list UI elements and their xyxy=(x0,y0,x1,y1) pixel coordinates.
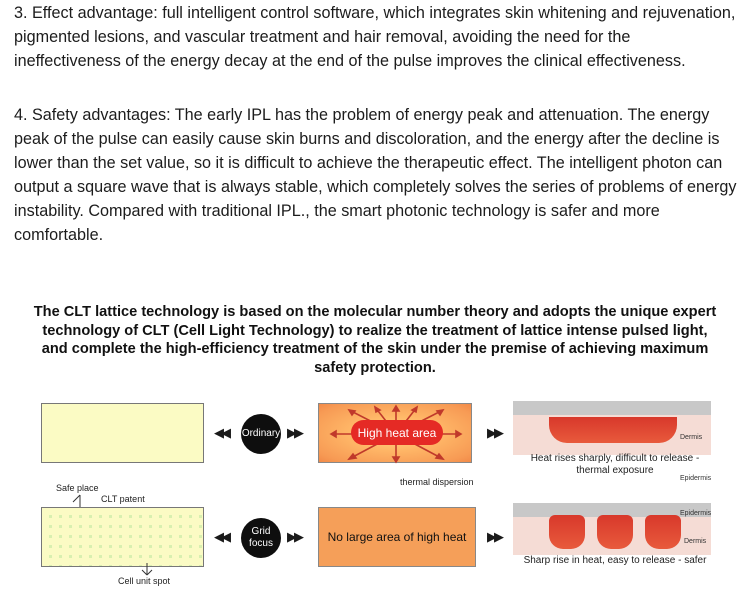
arrow-right-icon: ▶▶ xyxy=(287,426,301,441)
heat-column xyxy=(645,515,681,549)
heat-column xyxy=(549,515,585,549)
cell-unit-spot-label: Cell unit spot xyxy=(118,576,171,586)
skin-section-top xyxy=(513,401,711,455)
arrow-right-icon: ▶▶ xyxy=(487,530,501,545)
grid-focus-badge: Grid focus xyxy=(241,518,281,558)
pointer-arrow-icon xyxy=(140,563,154,577)
paragraph-effect-advantage: 3. Effect advantage: full intelligent control software, which integrates skin whitening and rejuvenation, pigmented lesions, and vascular treatment and hair removal, avoiding the need for the ineffectiveness of the energy decay at the end of the pulse improves the clinical effectiveness. xyxy=(14,4,736,70)
safe-place-label: Safe place xyxy=(56,483,99,493)
high-heat-label: High heat area xyxy=(351,420,443,445)
clt-intro-text: The CLT lattice technology is based on the molecular number theory and adopts the unique expert technology of CLT (Cell Light Technology) to realize the treatment of lattice intense pulsed light, and complete the high-efficiency treatment of the skin under the premise of achieving maximum safety protection. xyxy=(33,304,717,376)
paragraph-safety-advantages: 4. Safety advantages: The early IPL has the problem of energy peak and attenuation. The energy peak of the pulse can easily cause skin burns and discoloration, and the energy after the decline is lower than the set value, so it is difficult to achieve the therapeutic effect. The intelligent photon can output a square wave that is always stable, which completely solves the series of problems of energy instability. Compared with traditional IPL., the smart photonic technology is safer and more comfortable. xyxy=(14,106,737,244)
ordinary-light-box xyxy=(41,403,204,463)
ordinary-badge: Ordinary xyxy=(241,414,281,454)
arrow-left-icon: ◀◀ xyxy=(214,530,228,545)
arrow-left-icon: ◀◀ xyxy=(214,426,228,441)
arrow-right-icon: ▶▶ xyxy=(487,426,501,441)
clt-comparison-diagram xyxy=(0,395,750,595)
heat-zone-block xyxy=(549,417,677,443)
heat-column xyxy=(597,515,633,549)
heat-rises-caption: Heat rises sharply, difficult to release - thermal exposure xyxy=(530,453,700,476)
epidermis-label: Epidermis xyxy=(680,475,712,482)
arrow-right-icon: ▶▶ xyxy=(287,530,301,545)
dermis-label: Dermis xyxy=(680,434,703,441)
sharp-rise-caption: Sharp rise in heat, easy to release - safer xyxy=(523,555,707,566)
dermis-label: Dermis xyxy=(684,538,707,545)
grid-lattice-box xyxy=(41,507,204,567)
no-large-heat-box: No large area of high heat xyxy=(318,507,476,567)
clt-patent-label: CLT patent xyxy=(101,494,145,504)
high-heat-box xyxy=(318,403,472,463)
thermal-dispersion-label: thermal dispersion xyxy=(400,477,474,487)
epidermis-label: Epidermis xyxy=(680,510,712,517)
